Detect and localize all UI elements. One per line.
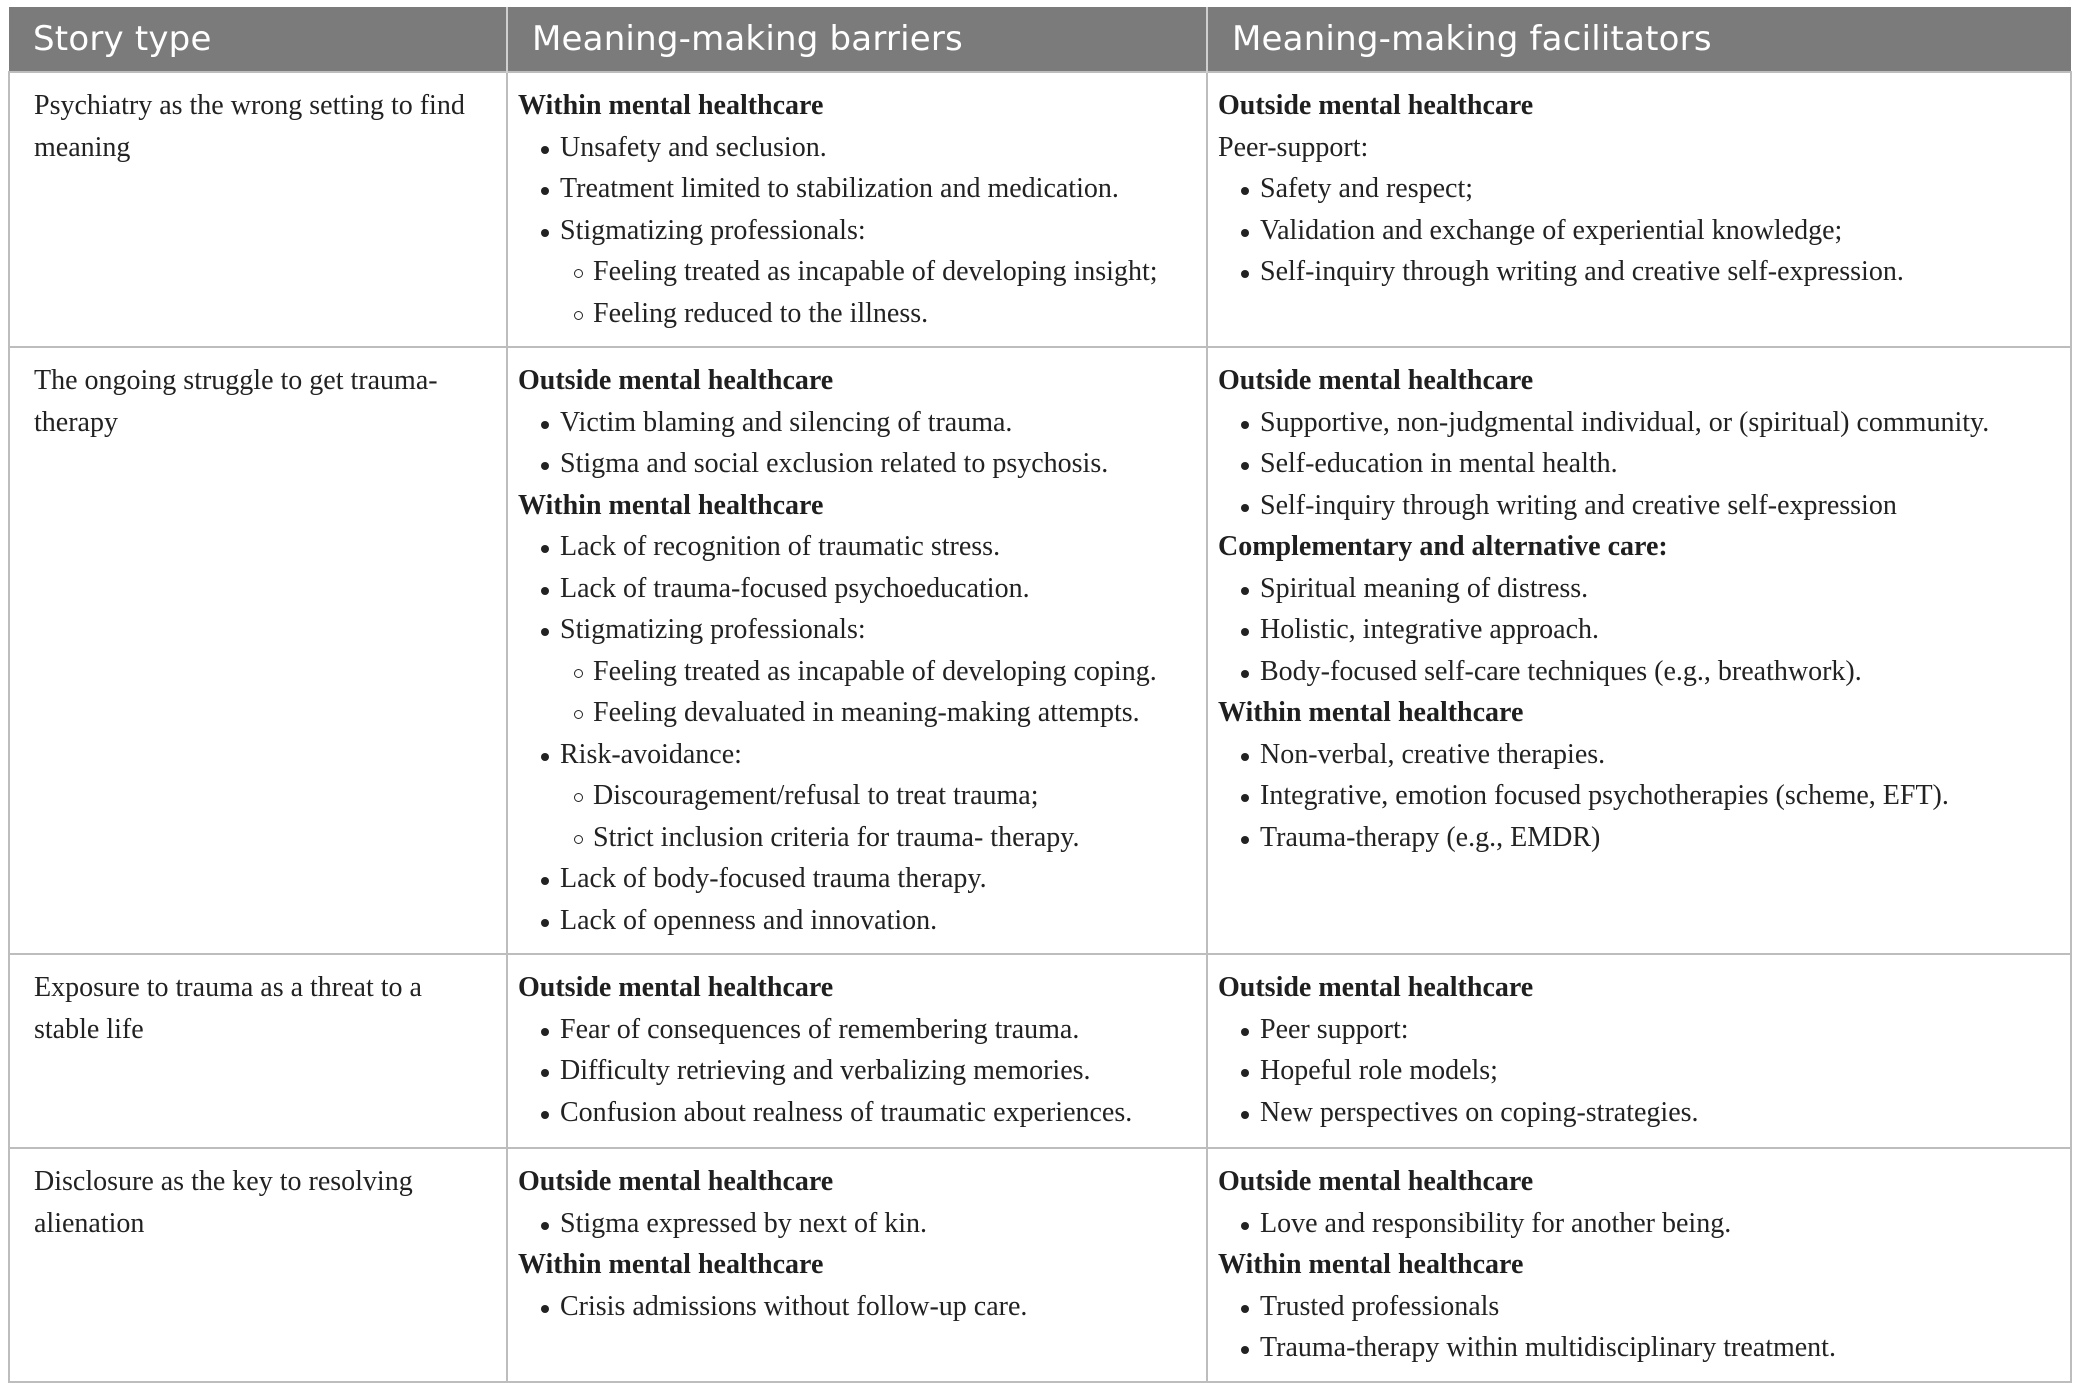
bullet-item: Confusion about realness of traumatic experiences. (518, 1092, 1196, 1134)
bullet-item: Safety and respect; (1218, 168, 2060, 210)
facilitators-cell (1207, 347, 2071, 954)
story-type-cell: Psychiatry as the wrong setting to find meaning (9, 72, 507, 347)
bullet-item: Self-inquiry through writing and creative self-expression (1218, 485, 2060, 527)
facilitators-cell (1207, 954, 2071, 1148)
group-heading: Within mental healthcare (518, 1249, 824, 1280)
facilitators-cell (1207, 1148, 2071, 1382)
sub-bullet-item: Discouragement/refusal to treat trauma; (518, 775, 1196, 817)
bullet-item: New perspectives on coping-strategies. (1218, 1092, 2060, 1134)
barriers-cell (507, 72, 1207, 347)
group-heading: Outside mental healthcare (1218, 972, 1534, 1003)
bullet-item: Peer support: (1218, 1009, 2060, 1051)
group-heading: Outside mental healthcare (1218, 90, 1534, 121)
bullet-item: Supportive, non-judgmental individual, or (spiritual) community. (1218, 402, 2060, 444)
sub-bullet-item: Feeling treated as incapable of developing insight; (518, 251, 1196, 293)
group-heading: Outside mental healthcare (518, 972, 834, 1003)
bullet-item: Fear of consequences of remembering trauma. (518, 1009, 1196, 1051)
barriers-cell (507, 954, 1207, 1148)
group-heading: Within mental healthcare (1218, 1249, 1524, 1280)
barriers-cell (507, 1148, 1207, 1382)
bullet-item: Stigmatizing professionals: (518, 609, 1196, 651)
barriers-cell (507, 347, 1207, 954)
bullet-item: Stigma expressed by next of kin. (518, 1203, 1196, 1245)
header-story-type: Story type (9, 7, 507, 72)
bullet-item: Self-inquiry through writing and creative self-expression. (1218, 251, 2060, 293)
bullet-item: Integrative, emotion focused psychotherapies (scheme, EFT). (1218, 775, 2060, 817)
group-heading: Within mental healthcare (1218, 697, 1524, 728)
bullet-item: Non-verbal, creative therapies. (1218, 734, 2060, 776)
bullet-item: Victim blaming and silencing of trauma. (518, 402, 1196, 444)
bullet-item: Trauma-therapy within multidisciplinary treatment. (1218, 1327, 2060, 1369)
story-table (8, 7, 2072, 1383)
bullet-item: Difficulty retrieving and verbalizing memories. (518, 1050, 1196, 1092)
table-body (9, 72, 2071, 1382)
sub-bullet-item: Feeling treated as incapable of developing coping. (518, 651, 1196, 693)
plain-line: Peer-support: (1218, 131, 1369, 163)
bullet-item: Hopeful role models; (1218, 1050, 2060, 1092)
bullet-item: Spiritual meaning of distress. (1218, 568, 2060, 610)
bullet-item: Stigmatizing professionals: (518, 210, 1196, 252)
bullet-item: Risk-avoidance: (518, 734, 1196, 776)
header-barriers: Meaning-making barriers (507, 7, 1207, 72)
sub-bullet-item: Feeling devaluated in meaning-making attempts. (518, 692, 1196, 734)
bullet-item: Trauma-therapy (e.g., EMDR) (1218, 817, 2060, 859)
facilitators-cell (1207, 72, 2071, 347)
bullet-item: Lack of trauma-focused psychoeducation. (518, 568, 1196, 610)
table-row (9, 72, 2071, 347)
table-row (9, 1148, 2071, 1382)
group-heading: Complementary and alternative care: (1218, 531, 1668, 562)
sub-bullet-item: Strict inclusion criteria for trauma- therapy. (518, 817, 1196, 859)
story-type-cell: The ongoing struggle to get trauma-therapy (9, 347, 507, 954)
bullet-item: Validation and exchange of experiential knowledge; (1218, 210, 2060, 252)
group-heading: Within mental healthcare (518, 90, 824, 121)
bullet-item: Love and responsibility for another being. (1218, 1203, 2060, 1245)
bullet-item: Lack of recognition of traumatic stress. (518, 526, 1196, 568)
bullet-item: Unsafety and seclusion. (518, 127, 1196, 169)
group-heading: Outside mental healthcare (518, 365, 834, 396)
table-row (9, 954, 2071, 1148)
group-heading: Within mental healthcare (518, 489, 824, 521)
bullet-item: Treatment limited to stabilization and medication. (518, 168, 1196, 210)
bullet-item: Stigma and social exclusion related to psychosis. (518, 443, 1196, 485)
header-row (9, 7, 2071, 72)
story-type-cell: Disclosure as the key to resolving alienation (9, 1148, 507, 1382)
bullet-item: Lack of openness and innovation. (518, 900, 1196, 942)
bullet-item: Self-education in mental health. (1218, 443, 2060, 485)
table-row (9, 347, 2071, 954)
bullet-item: Lack of body-focused trauma therapy. (518, 858, 1196, 900)
group-heading: Outside mental healthcare (1218, 1166, 1534, 1197)
bullet-item: Trusted professionals (1218, 1286, 2060, 1328)
header-facilitators: Meaning-making facilitators (1207, 7, 2071, 72)
bullet-item: Body-focused self-care techniques (e.g., breathwork). (1218, 651, 2060, 693)
sub-bullet-item: Feeling reduced to the illness. (518, 293, 1196, 335)
bullet-item: Crisis admissions without follow-up care. (518, 1286, 1196, 1328)
group-heading: Outside mental healthcare (1218, 365, 1534, 396)
story-table-container (8, 7, 2070, 1383)
table-header (9, 7, 2071, 72)
group-heading: Outside mental healthcare (518, 1166, 834, 1197)
bullet-item: Holistic, integrative approach. (1218, 609, 2060, 651)
story-type-cell: Exposure to trauma as a threat to a stable life (9, 954, 507, 1148)
